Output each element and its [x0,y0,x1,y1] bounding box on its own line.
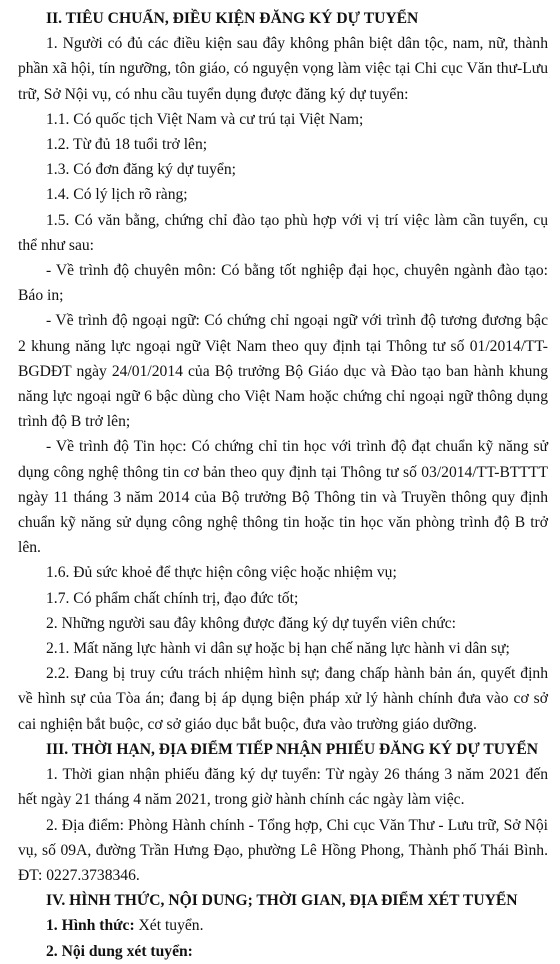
qualification-professional: - Về trình độ chuyên môn: Có bằng tốt nghiệp đại học, chuyên ngành đào tạo: Báo in; [18,262,548,305]
section-2-heading: II. TIÊU CHUẨN, ĐIỀU KIỆN ĐĂNG KÝ DỰ TUYỂN [46,10,419,27]
criterion-1-5: 1.5. Có văn bằng, chứng chỉ đào tạo phù hợp với vị trí việc làm cần tuyển, cụ thể như sau: [18,211,548,254]
criterion-1-4: 1.4. Có lý lịch rõ ràng; [46,186,188,204]
criterion-1-2: 1.2. Từ đủ 18 tuổi trở lên; [46,136,208,154]
exclusion-2-1: 2.1. Mất năng lực hành vi dân sự hoặc bị hạn chế năng lực hành vi dân sự; [46,640,510,658]
exclusion-2-2: 2.2. Đang bị truy cứu trách nhiệm hình sự; đang chấp hành bản án, quyết định về hình sự của Tòa án; đang bị áp dụng biện pháp xử lý hành chính đưa vào cơ sở cai nghiện bắt buộc, cơ sở giáo dục bắt buộc, đưa vào trường giáo dưỡng. [18,665,548,733]
criterion-1-3: 1.3. Có đơn đăng ký dự tuyển; [46,161,236,179]
submission-period: 1. Thời gian nhận phiếu đăng ký dự tuyển: Từ ngày 26 tháng 3 năm 2021 đến hết ngày 21 tháng 4 năm 2021, trong giờ hành chính các ngày làm việc. [18,766,548,809]
selection-content-label: 2. Nội dung xét tuyển: [46,942,193,960]
selection-form [18,913,548,938]
selection-form-value: Xét tuyển. [134,917,204,935]
section-2-paragraph-2: 2. Những người sau đây không được đăng ký dự tuyển viên chức: [46,614,456,632]
selection-form-label: 1. Hình thức: [46,917,135,935]
qualification-foreign-language: - Về trình độ ngoại ngữ: Có chứng chỉ ngoại ngữ với trình độ tương đương bậc 2 khung năng lực ngoại ngữ Việt Nam theo quy định tại Thông tư số 01/2014/TT-BGDĐT ngày 24/01/2014 của Bộ trưởng Bộ Giáo dục và Đào tạo ban hành khung năng lực ngoại ngữ 6 bậc dùng cho Việt Nam hoặc chứng chỉ ngoại ngữ thông dụng trình độ B trở lên; [18,312,548,431]
criterion-1-1: 1.1. Có quốc tịch Việt Nam và cư trú tại Việt Nam; [46,110,364,128]
qualification-it: - Về trình độ Tin học: Có chứng chỉ tin học với trình độ đạt chuẩn kỹ năng sử dụng công nghệ thông tin cơ bản theo quy định tại Thông tư số 03/2014/TT-BTTTT ngày 11 tháng 3 năm 2014 của Bộ trưởng Bộ Thông tin và Truyền thông quy định chuẩn kỹ năng sử dụng công nghệ thông tin hoặc tin học văn phòng trình độ B trở lên. [18,438,548,557]
criterion-1-7: 1.7. Có phẩm chất chính trị, đạo đức tốt; [46,589,299,607]
criterion-1-6: 1.6. Đủ sức khoẻ để thực hiện công việc hoặc nhiệm vụ; [46,564,397,582]
submission-location: 2. Địa điểm: Phòng Hành chính - Tổng hợp, Chi cục Văn Thư - Lưu trữ, Sở Nội vụ, số 09A, đường Trần Hưng Đạo, phường Lê Hồng Phong, Thành phố Thái Bình. ĐT: 0227.3738346. [18,816,548,884]
section-4-heading: IV. HÌNH THỨC, NỘI DUNG; THỜI GIAN, ĐỊA ĐIỂM XÉT TUYỂN [46,892,518,910]
section-3-heading: III. THỜI HẠN, ĐỊA ĐIỂM TIẾP NHẬN PHIẾU ĐĂNG KÝ DỰ TUYỂN [46,740,538,758]
section-2-paragraph-1: 1. Người có đủ các điều kiện sau đây không phân biệt dân tộc, nam, nữ, thành phần xã hội, tín ngưỡng, tôn giáo, có nguyện vọng làm việc tại Chi cục Văn thư-Lưu trữ, Sở Nội vụ, có nhu cầu tuyển dụng được đăng ký dự tuyển: [18,35,548,103]
